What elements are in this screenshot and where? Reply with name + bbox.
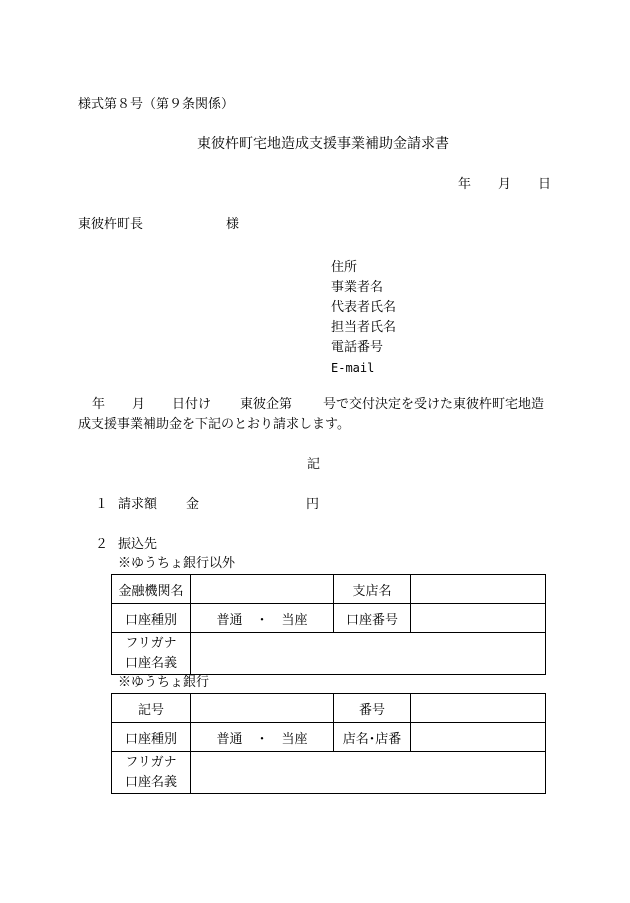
applicant-representative-label: 代表者氏名 [331,300,397,315]
bank-name-label: 金融機関名 [112,575,191,604]
account-type-label: 口座種別 [112,604,191,633]
body-office: 東彼企第 [240,397,293,412]
holder-label [112,633,191,675]
body-month: 月 [132,397,146,412]
kigo-field[interactable] [191,694,334,723]
account-number-field[interactable] [411,604,546,633]
yucho-account-holder-field[interactable] [191,752,546,794]
document-title: 東彼杵町宅地造成支援事業補助金請求書 [197,136,449,152]
store-name-label: 店名･店番 [334,723,411,752]
applicant-address-label: 住所 [331,260,358,275]
body-number-suffix: 号で交付決定を受けた東彼杵町宅地造 [323,397,545,412]
addressee-suffix: 様 [226,217,240,232]
item1-number: １ [95,497,109,512]
applicant-phone-label: 電話番号 [331,340,384,355]
date-year: 年 [458,177,472,192]
kigo-label: 記号 [112,694,191,723]
item1-label: 請求額 [118,497,158,512]
addressee-name: 東彼杵町長 [78,217,144,232]
item1-yen: 円 [306,497,320,512]
date-month: 月 [498,177,512,192]
applicant-company-label: 事業者名 [331,280,384,295]
table2-note: ※ゆうちょ銀行 [118,675,210,690]
form-number: 様式第８号（第９条関係） [78,97,235,112]
account-holder-label: 口座名義 [124,655,177,671]
applicant-fields [331,258,396,378]
yucho-account-type-label: 口座種別 [112,723,191,752]
yucho-account-type-options[interactable]: 普通 ・ 当座 [191,723,334,752]
bank-table-other [111,574,546,675]
item2-number: ２ [95,537,109,552]
account-number-label: 口座番号 [334,604,411,633]
yucho-account-holder-label: 口座名義 [124,774,177,790]
applicant-contact-label: 担当者氏名 [331,320,397,335]
furigana-label: フリガナ [125,635,177,651]
body-day: 日付け [172,397,212,412]
bango-field[interactable] [411,694,546,723]
ki-heading: 記 [307,457,321,472]
bango-label: 番号 [334,694,411,723]
branch-name-field[interactable] [411,575,546,604]
yucho-holder-label [112,752,191,794]
body-line2: 成支援事業補助金を下記のとおり請求します。 [78,417,350,432]
bank-table-yucho [111,693,546,794]
yucho-furigana-label: フリガナ [125,754,177,770]
body-year: 年 [92,397,106,412]
branch-name-label: 支店名 [334,575,411,604]
bank-name-field[interactable] [191,575,334,604]
date-day: 日 [538,177,552,192]
account-holder-field[interactable] [191,633,546,675]
applicant-email-label: E-mail [331,361,375,375]
table1-note: ※ゆうちょ銀行以外 [118,556,236,571]
store-name-field[interactable] [411,723,546,752]
item2-label: 振込先 [118,537,158,552]
account-type-options[interactable]: 普通 ・ 当座 [191,604,334,633]
item1-kin: 金 [186,497,200,512]
